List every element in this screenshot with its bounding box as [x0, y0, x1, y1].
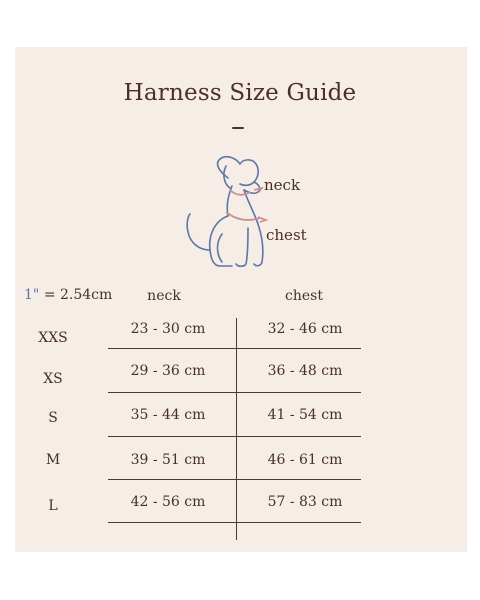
neck-value: 29 - 36 cm	[130, 363, 206, 379]
chest-value: 36 - 48 cm	[267, 363, 343, 379]
row-divider	[108, 522, 361, 523]
row-divider	[108, 436, 361, 437]
chest-label: chest	[266, 226, 307, 244]
size-label: L	[48, 498, 58, 514]
size-label: S	[48, 410, 58, 426]
conversion-value: = 2.54cm	[43, 287, 113, 303]
neck-label: neck	[264, 176, 301, 194]
column-header-neck: neck	[147, 288, 181, 304]
chest-value: 46 - 61 cm	[267, 452, 343, 468]
size-label: XS	[43, 371, 63, 387]
row-divider	[108, 348, 361, 349]
title-divider	[232, 127, 244, 129]
arrow-icon	[258, 217, 266, 222]
neck-value: 35 - 44 cm	[130, 407, 206, 423]
page-title: Harness Size Guide	[123, 80, 357, 106]
column-header-chest: chest	[285, 288, 323, 304]
neck-value: 23 - 30 cm	[130, 321, 206, 337]
size-label: M	[45, 452, 61, 468]
chest-value: 41 - 54 cm	[267, 407, 343, 423]
chest-value: 32 - 46 cm	[267, 321, 343, 337]
size-label: XXS	[38, 330, 68, 346]
inch-symbol: 1"	[24, 287, 40, 303]
neck-value: 42 - 56 cm	[130, 494, 206, 510]
column-divider	[236, 318, 237, 540]
dog-outline-icon	[170, 150, 320, 275]
row-divider	[108, 392, 361, 393]
chest-value: 57 - 83 cm	[267, 494, 343, 510]
unit-conversion	[24, 287, 112, 303]
row-divider	[108, 479, 361, 480]
neck-value: 39 - 51 cm	[130, 452, 206, 468]
